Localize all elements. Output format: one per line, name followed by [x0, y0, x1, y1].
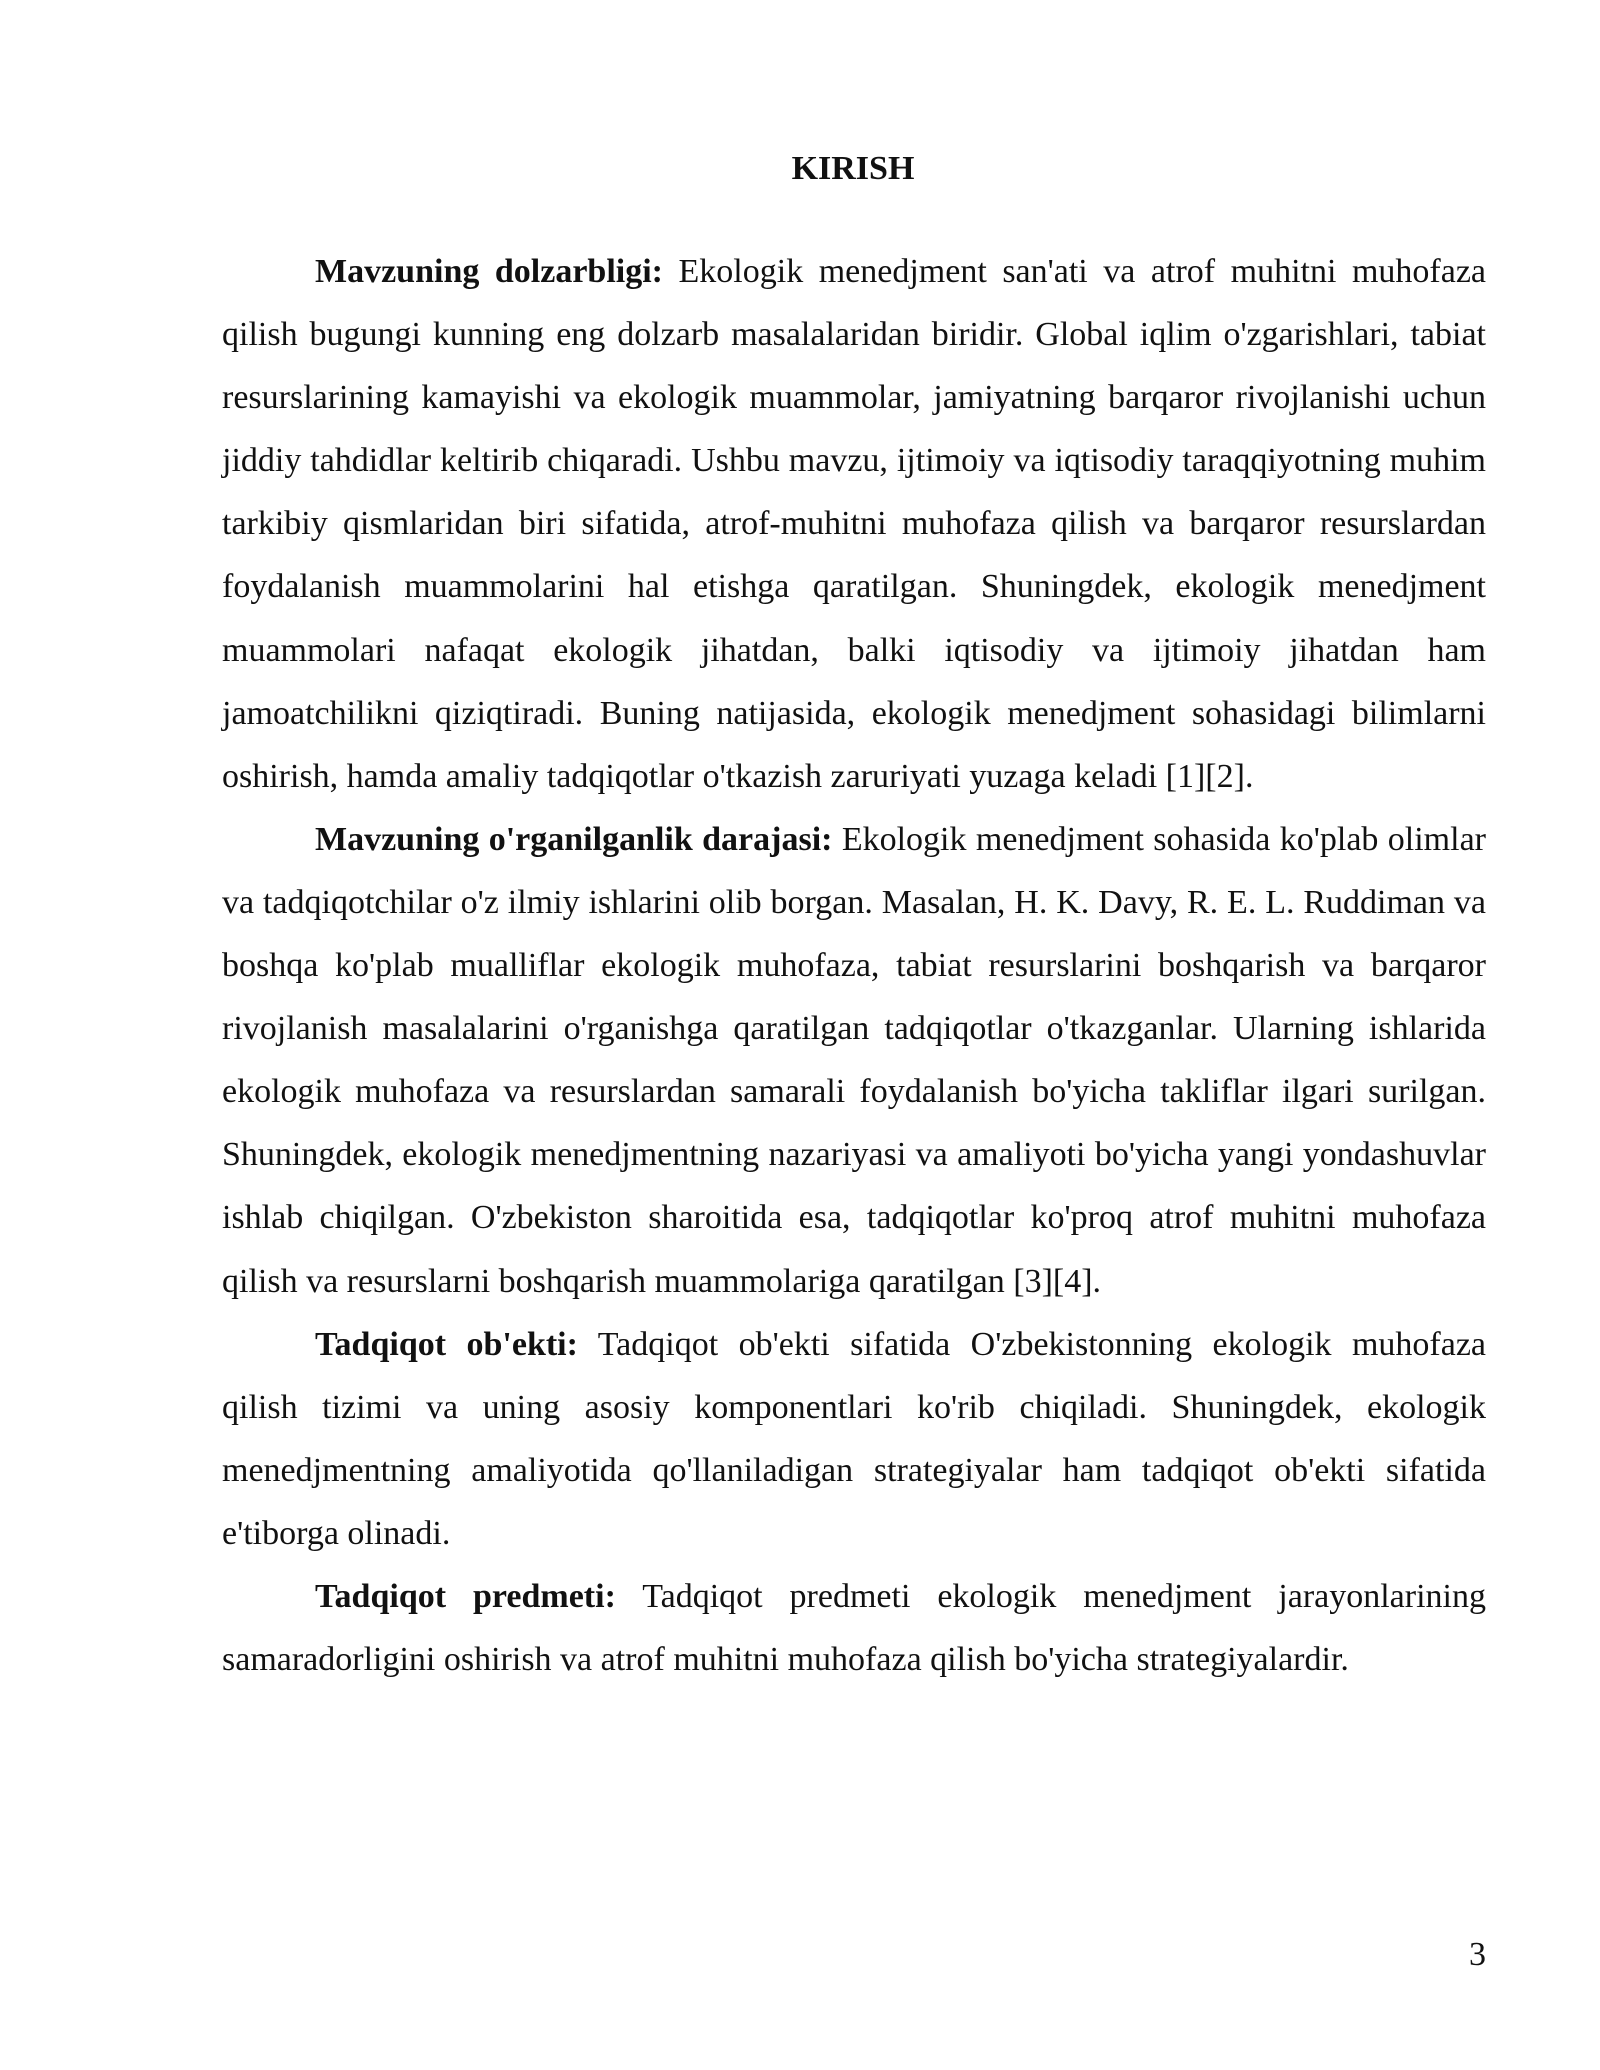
paragraph-relevance [222, 240, 1486, 808]
paragraph-research-object [222, 1313, 1486, 1565]
page-title: KIRISH [791, 150, 915, 187]
paragraph-text: Tadqiqot predmeti ekologik menedjment jarayonlarining samaradorligini oshirish va atrof muhitni muhofaza qilish bo'yicha strategiyalardir. [222, 1577, 1486, 1679]
paragraph-lead: Mavzuning dolzarbligi: [315, 253, 663, 290]
paragraph-lead: Tadqiqot predmeti: [315, 1577, 616, 1615]
body-text [222, 240, 1486, 1691]
paragraph-study-level [222, 808, 1486, 1313]
page-number: 3 [1469, 1936, 1486, 1973]
paragraph-lead: Tadqiqot ob'ekti: [315, 1325, 578, 1363]
paragraph-text: Ekologik menedjment sohasida ko'plab olimlar va tadqiqotchilar o'z ilmiy ishlarini olib borgan. Masalan, H. K. Davy, R. E. L. Ruddiman va boshqa ko'plab mualliflar ekologik muhofaza, tabiat resurslarini boshqarish va barqaror rivojlanish masalalarini o'rganishga qaratilgan tadqiqotlar o'tkazganlar. Ularning ishlarida ekologik muhofaza va resurslardan samarali foydalanish bo'yicha takliflar ilgari surilgan. Shuningdek, ekologik menedjmentning nazariyasi va amaliyoti bo'yicha yangi yondashuvlar ishlab chiqilgan. O'zbekiston sharoitida esa, tadqiqotlar ko'proq atrof muhitni muhofaza qilish va resurslarni boshqarish muammolariga qaratilgan [3][4]. [222, 820, 1486, 1300]
paragraph-lead: Mavzuning o'rganilganlik darajasi: [315, 820, 833, 858]
paragraph-research-subject [222, 1565, 1486, 1691]
paragraph-text: Ekologik menedjment san'ati va atrof muhitni muhofaza qilish bugungi kunning eng dolzarb masalalaridan biridir. Global iqlim o'zgarishlari, tabiat resurslarining kamayishi va ekologik muammolar, jamiyatning barqaror rivojlanishi uchun jiddiy tahdidlar keltirib chiqaradi. Ushbu mavzu, ijtimoiy va iqtisodiy taraqqiyotning muhim tarkibiy qismlaridan biri sifatida, atrof-muhitni muhofaza qilish va barqaror resurslardan foydalanish muammolarini hal etishga qaratilgan. Shuningdek, ekologik menedjment muammolari nafaqat ekologik jihatdan, balki iqtisodiy va ijtimoiy jihatdan ham jamoatchilikni qiziqtiradi. Buning natijasida, ekologik menedjment sohasidagi bilimlarni oshirish, hamda amaliy tadqiqotlar o'tkazish zaruriyati yuzaga keladi [1][2]. [222, 253, 1486, 795]
paragraph-text: Tadqiqot ob'ekti sifatida O'zbekistonning ekologik muhofaza qilish tizimi va uning asosiy komponentlari ko'rib chiqiladi. Shuningdek, ekologik menedjmentning amaliyotida qo'llaniladigan strategiyalar ham tadqiqot ob'ekti sifatida e'tiborga olinadi. [222, 1325, 1487, 1552]
